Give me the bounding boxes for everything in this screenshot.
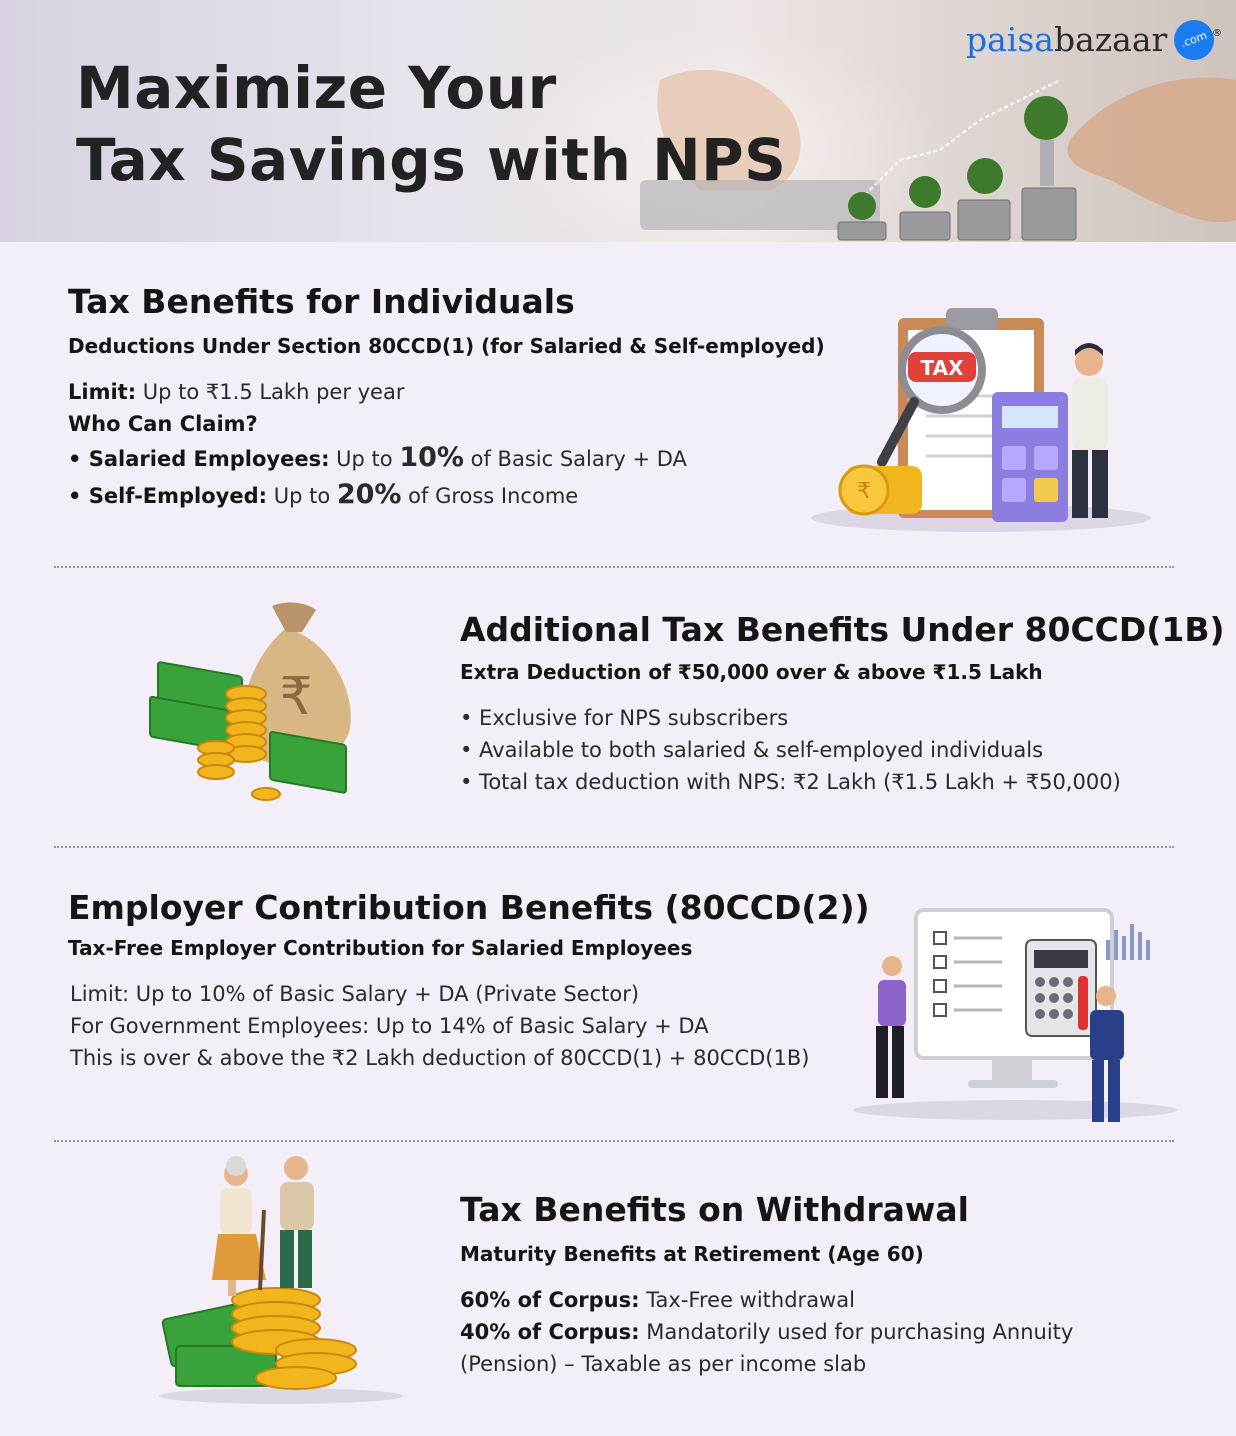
section-individuals bbox=[68, 282, 825, 514]
section1-bullet-salaried: • Salaried Employees: Up to 10% of Basic Salary + DA bbox=[68, 442, 687, 473]
logo-badge: .com bbox=[1168, 14, 1219, 65]
section1-limit: Limit: Up to ₹1.5 Lakh per year bbox=[68, 380, 405, 404]
section1-who: Who Can Claim? bbox=[68, 412, 258, 436]
section3-line: For Government Employees: Up to 14% of Basic Salary + DA bbox=[70, 1014, 709, 1038]
section-employer-contribution bbox=[68, 888, 870, 1074]
page-title bbox=[76, 52, 786, 196]
section2-title: Additional Tax Benefits Under 80CCD(1B) bbox=[460, 610, 1225, 649]
section2-bullet: • Available to both salaried & self-employed individuals bbox=[460, 738, 1044, 762]
money-bag-icon bbox=[136, 598, 366, 812]
section3-subtitle: Tax-Free Employer Contribution for Salaried Employees bbox=[68, 936, 693, 960]
monitor-calculator-icon bbox=[852, 900, 1178, 1126]
divider-3 bbox=[54, 1140, 1174, 1142]
section2-bullet: • Exclusive for NPS subscribers bbox=[460, 706, 789, 730]
header-banner bbox=[0, 0, 1236, 242]
section2-bullet: • Total tax deduction with NPS: ₹2 Lakh (₹1.5 Lakh + ₹50,000) bbox=[460, 770, 1121, 794]
section4-line-40: 40% of Corpus: Mandatorily used for purchasing Annuity bbox=[460, 1320, 1074, 1344]
brand-logo: paisabazaar .com ® bbox=[966, 18, 1167, 62]
svg-text:₹: ₹ bbox=[279, 667, 313, 727]
divider-1 bbox=[54, 566, 1174, 568]
section1-bullet-selfemployed: • Self-Employed: Up to 20% of Gross Income bbox=[68, 479, 579, 510]
title-line-2: Tax Savings with NPS bbox=[76, 126, 787, 194]
section-additional-benefits bbox=[460, 610, 1225, 798]
section4-title: Tax Benefits on Withdrawal bbox=[460, 1190, 969, 1229]
section4-line-60: 60% of Corpus: Tax-Free withdrawal bbox=[460, 1288, 855, 1312]
section3-line: This is over & above the ₹2 Lakh deduction of 80CCD(1) + 80CCD(1B) bbox=[70, 1046, 810, 1070]
section-withdrawal bbox=[460, 1190, 1073, 1380]
section2-subtitle: Extra Deduction of ₹50,000 over & above ₹1.5 Lakh bbox=[460, 660, 1043, 684]
retired-couple-icon bbox=[156, 1150, 406, 1406]
section1-title: Tax Benefits for Individuals bbox=[68, 282, 575, 321]
section3-line: Limit: Up to 10% of Basic Salary + DA (Private Sector) bbox=[70, 982, 640, 1006]
section3-title: Employer Contribution Benefits (80CCD(2)) bbox=[68, 888, 870, 927]
magnifier-tax-icon bbox=[806, 286, 1156, 536]
section4-subtitle: Maturity Benefits at Retirement (Age 60) bbox=[460, 1242, 924, 1266]
section1-subtitle: Deductions Under Section 80CCD(1) (for Salaried & Self-employed) bbox=[68, 334, 825, 358]
section4-line-pension: (Pension) – Taxable as per income slab bbox=[460, 1352, 867, 1376]
divider-2 bbox=[54, 846, 1174, 848]
title-line-1: Maximize Your bbox=[76, 54, 557, 122]
svg-text:TAX: TAX bbox=[920, 356, 964, 380]
svg-text:₹: ₹ bbox=[857, 479, 871, 504]
